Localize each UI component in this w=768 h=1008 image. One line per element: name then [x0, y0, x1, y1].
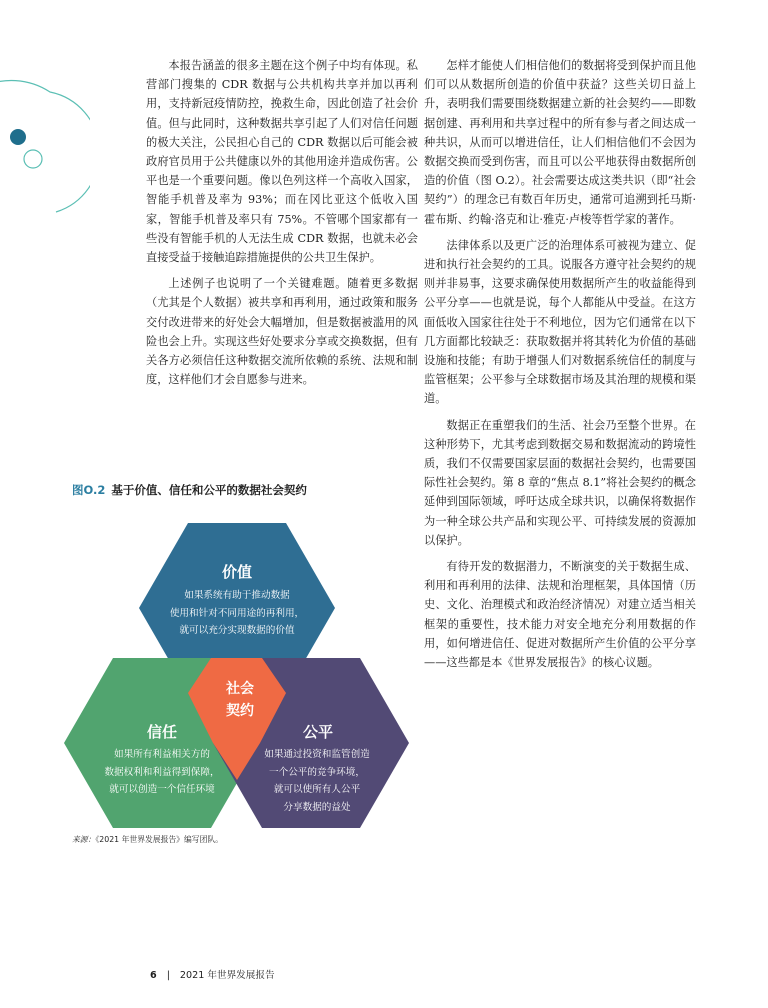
center-label-line-2: 契约: [226, 703, 254, 719]
footer-separator: |: [166, 970, 170, 981]
center-label-line-1: 社会: [226, 681, 254, 697]
paragraph: 上述例子也说明了一个关键难题。随着更多数据（尤其是个人数据）被共享和再利用，通过政策和服务交付改进带来的好处会大幅增加，但是数据被滥用的风险也会上升。实现这些好处要求分享或交换数据，但有关各方必须信任这种数据交流所依赖的系统、法规和制度，这样他们才会自愿参与进来。: [146, 277, 418, 387]
equity-line: 就可以使所有人公平: [273, 784, 361, 795]
equity-line: 分享数据的益处: [283, 801, 351, 813]
value-description: [150, 587, 324, 640]
page-footer: [150, 967, 275, 981]
equity-line: 如果通过投资和监管创造: [264, 749, 370, 760]
figure-number: 图O.2: [72, 483, 106, 497]
source-label: 来源：: [72, 835, 96, 844]
trust-line: 就可以创造一个信任环境: [109, 784, 215, 795]
paragraph: 数据正在重塑我们的生活、社会乃至整个世界。在这种形势下，尤其考虑到数据交易和数据流动的跨境性质，我们不仅需要国家层面的数据社会契约，也需要国际性社会契约。第 8 章的“焦点 8.1”将社会契约的概念延伸到国际领域，呼吁达成全球共识，以确保将数据作为一种全球公共产品和实现公平、可持续发展的资源加以保护。: [424, 418, 696, 547]
source-text: 《2021 年世界发展报告》编写团队。: [95, 835, 223, 844]
equity-description: [232, 746, 402, 816]
paragraph: 有待开发的数据潜力，不断演变的关于数据生成、利用和再利用的法律、法规和治理框架，具体国情（历史、文化、治理模式和政治经济情况）对建立适当相关框架的重要性，技术能力对安全地充分利用数据的作用，如何增进信任、促进对数据所产生价值的公平分享——这些都是本《世界发展报告》的核心议题。: [424, 560, 696, 670]
trust-title: 信任: [146, 723, 177, 741]
page-number: 6: [150, 970, 157, 981]
value-title: 价值: [221, 563, 252, 581]
equity-line: 一个公平的竞争环境，: [269, 766, 365, 778]
figure-title-text: 基于价值、信任和公平的数据社会契约: [111, 483, 307, 497]
paragraph: 法律体系以及更广泛的治理体系可被视为建立、促进和执行社会契约的工具。说服各方遵守社会契约的规则并非易事，这要求确保使用数据所产生的收益能得到公平分享——也就是说，每个人都能从中受益。在这方面低收入国家往往处于不利地位，因为它们通常在以下几方面都比较缺乏：获取数据并将其转化为价值的基础设施和技能；有助于增强人们对数据系统信任的制度与监管框架；公平参与全球数据市场及其治理的规模和渠道。: [424, 238, 696, 406]
trust-line: 如果所有利益相关方的: [114, 749, 210, 760]
value-line: 就可以充分实现数据的价值: [179, 625, 295, 636]
paragraph: 本报告涵盖的很多主题在这个例子中均有体现。私营部门搜集的 CDR 数据与公共机构共享并加以再利用，支持新冠疫情防控，挽救生命，因此创造了社会价值。但与此同时，这种数据共享引起了人们对信任问题的极大关注，公民担心自己的 CDR 数据以后可能会被政府官员用于公共健康以外的其他用途并造成伤害。公平也是一个重要问题。像以色列这样一个高收入国家，智能手机普及率为 93%；而在冈比亚这个低收入国家，智能手机普及率只有 75%。不管哪个国家都有一些没有智能手机的人无法生成 CDR 数据，也就未必会直接受益于接触追踪措施提供的公共卫生保护。: [146, 59, 418, 265]
value-line: 如果系统有助于推动数据: [184, 590, 290, 601]
figure-source: [72, 834, 223, 845]
paragraph: 怎样才能使人们相信他们的数据将受到保护而且他们可以从数据所创造的价值中获益？这些关切日益上升，表明我们需要围绕数据建立新的社会契约——即数据创建、再利用和共享过程中的所有参与者之间达成一种共识，从而可以增进信任，让人们相信他们不会因为数据交换而受到伤害，而且可以公平地获得由数据所创造的价值（图 O.2）。社会需要达成这类共识（即“社会契约”）的理念已有数百年历史，通常可追溯到托马斯·霍布斯、约翰·洛克和让·雅克·卢梭等哲学家的著作。: [424, 59, 696, 226]
trust-line: 数据权利和利益得到保障，: [104, 766, 220, 778]
value-line: 使用和针对不同用途的再利用，: [169, 607, 305, 619]
equity-title: 公平: [302, 723, 333, 741]
report-title: 2021 年世界发展报告: [179, 970, 275, 981]
trust-description: [78, 746, 246, 799]
